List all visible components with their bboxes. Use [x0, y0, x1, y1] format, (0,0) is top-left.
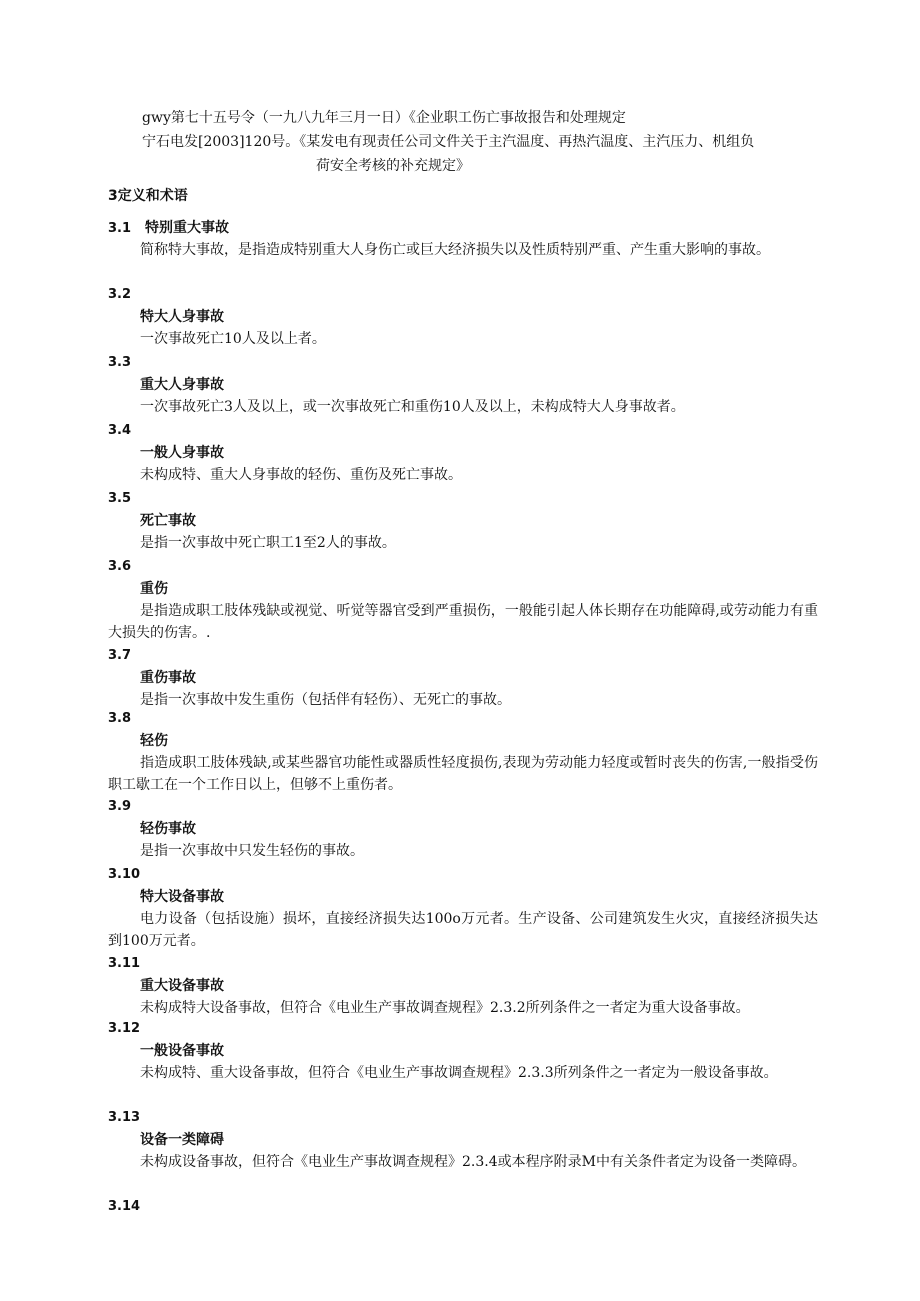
- term-number: 3.8: [108, 711, 132, 726]
- term-title: 设备一类障碍: [140, 1132, 224, 1148]
- term-number: 3.13: [108, 1110, 141, 1125]
- term-number: 3.4: [108, 423, 132, 438]
- term-number: 3.11: [108, 956, 141, 971]
- reference-line-2-continuation: 荷安全考核的补充规定》: [316, 158, 470, 174]
- term-definition: 未构成特、重大设备事故，但符合《电业生产事故调查规程》2.3.3所列条件之一者定为一般设备事故。: [140, 1065, 778, 1081]
- term-definition: 一次事故死亡10人及以上者。: [140, 331, 326, 347]
- term-title: 一般人身事故: [140, 445, 224, 461]
- term-3-1: [108, 217, 818, 261]
- term-3-14: [108, 1196, 818, 1218]
- term-title: 一般设备事故: [140, 1043, 224, 1059]
- term-title: 轻伤事故: [140, 821, 196, 837]
- term-definition: 未构成设备事故，但符合《电业生产事故调查规程》2.3.4或本程序附录M中有关条件者定为设备一类障碍。: [140, 1154, 806, 1170]
- term-definition: 是指造成职工肢体残缺或视觉、听觉等器官受到严重损伤，一般能引起人体长期存在功能障碍,或劳动能力有重大损失的伤害。.: [108, 603, 818, 641]
- reference-line-1: gwy第七十五号令（一九八九年三月一日）《企业职工伤亡事故报告和处理规定: [142, 110, 626, 126]
- term-title: 特别重大事故: [145, 220, 230, 236]
- term-number: 3.6: [108, 559, 132, 574]
- term-title: 重大人身事故: [140, 377, 224, 393]
- term-3-13: [108, 1107, 818, 1173]
- term-definition: 指造成职工肢体残缺,或某些器官功能性或器质性轻度损伤,表现为劳动能力轻度或暂时丧失的伤害,一般指受伤职工歇工在一个工作日以上，但够不上重伤者。: [108, 755, 818, 793]
- term-title: 特大设备事故: [140, 889, 224, 905]
- term-definition: 电力设备（包括设施）损坏，直接经济损失达100o万元者。生产设备、公司建筑发生火灾，直接经济损失达到100万元者。: [108, 911, 818, 949]
- term-title: 特大人身事故: [140, 309, 224, 325]
- term-title: 重大设备事故: [140, 978, 224, 994]
- term-3-11: [108, 953, 818, 1019]
- term-definition: 是指一次事故中发生重伤（包括伴有轻伤）、无死亡的事故。: [140, 692, 511, 708]
- term-3-8: [108, 708, 818, 796]
- term-3-3: [108, 352, 818, 418]
- term-number: 3.2: [108, 287, 132, 302]
- section-heading: 3定义和术语: [108, 188, 188, 204]
- term-number: 3.7: [108, 648, 132, 663]
- term-definition: 简称特大事故，是指造成特别重大人身伤亡或巨大经济损失以及性质特别严重、产生重大影响的事故。: [140, 242, 770, 258]
- term-3-9: [108, 796, 818, 862]
- term-title: 重伤: [140, 581, 168, 597]
- term-number: 3.1 特别重大事故: [108, 217, 818, 239]
- term-number: 3.12: [108, 1021, 141, 1036]
- term-title: 死亡事故: [140, 513, 196, 529]
- term-number: 3.14: [108, 1199, 141, 1214]
- term-number: 3.3: [108, 355, 132, 370]
- term-number: 3.10: [108, 867, 141, 882]
- term-3-5: [108, 488, 818, 554]
- term-number: 3.5: [108, 491, 132, 506]
- term-3-12: [108, 1018, 818, 1084]
- reference-line-2: 宁石电发[2003]120号。《某发电有现责任公司文件关于主汽温度、再热汽温度、主汽压力、机组负: [142, 134, 755, 150]
- term-title: 重伤事故: [140, 670, 196, 686]
- term-3-10: [108, 864, 818, 952]
- term-3-7: [108, 645, 818, 711]
- term-number: 3.9: [108, 799, 132, 814]
- term-title: 轻伤: [140, 733, 168, 749]
- term-definition: 是指一次事故中只发生轻伤的事故。: [140, 843, 364, 859]
- term-definition: 未构成特、重大人身事故的轻伤、重伤及死亡事故。: [140, 467, 462, 483]
- term-definition: 一次事故死亡3人及以上，或一次事故死亡和重伤10人及以上，未构成特大人身事故者。: [140, 399, 685, 415]
- term-definition: 是指一次事故中死亡职工1至2人的事故。: [140, 535, 396, 551]
- term-3-2: [108, 284, 818, 350]
- term-3-4: [108, 420, 818, 486]
- term-definition: 未构成特大设备事故，但符合《电业生产事故调查规程》2.3.2所列条件之一者定为重大设备事故。: [140, 1000, 750, 1016]
- term-3-6: [108, 556, 818, 644]
